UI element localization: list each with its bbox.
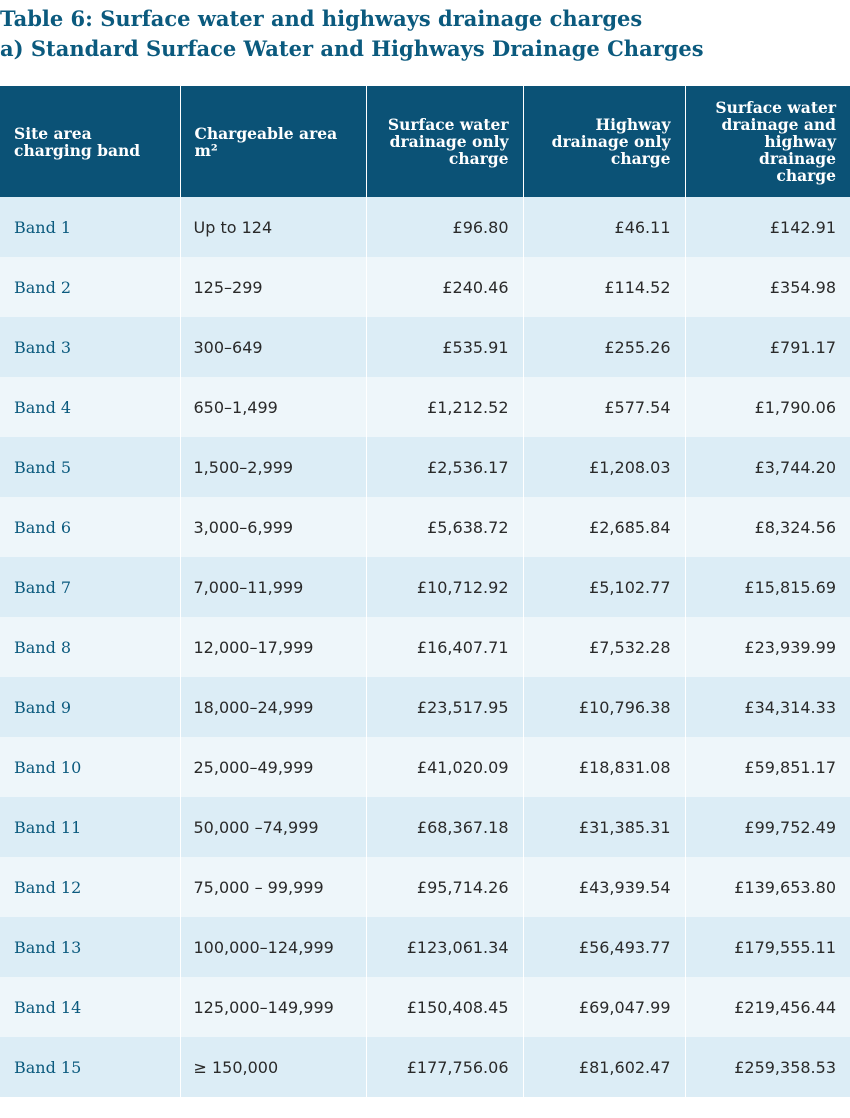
table-row — [0, 917, 850, 977]
header-combined — [685, 86, 850, 197]
area-cell: 3,000–6,999 — [180, 497, 366, 557]
highway-charge-cell: £43,939.54 — [523, 857, 685, 917]
combined-charge-cell: £219,456.44 — [685, 977, 850, 1037]
highway-charge-cell: £2,685.84 — [523, 497, 685, 557]
area-cell: 1,500–2,999 — [180, 437, 366, 497]
combined-charge-cell: £142.91 — [685, 197, 850, 257]
charges-table-container — [0, 86, 850, 1097]
table-row — [0, 377, 850, 437]
table-row — [0, 617, 850, 677]
band-cell: Band 3 — [0, 317, 180, 377]
table-row — [0, 557, 850, 617]
table-row — [0, 797, 850, 857]
combined-charge-cell: £8,324.56 — [685, 497, 850, 557]
combined-charge-cell: £179,555.11 — [685, 917, 850, 977]
band-cell: Band 1 — [0, 197, 180, 257]
table-row — [0, 857, 850, 917]
table-row — [0, 677, 850, 737]
header-highway-label: Highway drainage only charge — [551, 115, 671, 168]
header-combined-label: Surface water drainage and highway drainage charge — [715, 98, 836, 185]
area-cell: 100,000–124,999 — [180, 917, 366, 977]
combined-charge-cell: £1,790.06 — [685, 377, 850, 437]
area-cell: 12,000–17,999 — [180, 617, 366, 677]
combined-charge-cell: £139,653.80 — [685, 857, 850, 917]
table-header — [0, 86, 850, 197]
header-highway — [523, 86, 685, 197]
highway-charge-cell: £1,208.03 — [523, 437, 685, 497]
surface-charge-cell: £5,638.72 — [366, 497, 523, 557]
combined-charge-cell: £59,851.17 — [685, 737, 850, 797]
surface-charge-cell: £150,408.45 — [366, 977, 523, 1037]
surface-charge-cell: £96.80 — [366, 197, 523, 257]
area-cell: 25,000–49,999 — [180, 737, 366, 797]
surface-charge-cell: £535.91 — [366, 317, 523, 377]
combined-charge-cell: £354.98 — [685, 257, 850, 317]
band-cell: Band 13 — [0, 917, 180, 977]
header-surface — [366, 86, 523, 197]
band-cell: Band 5 — [0, 437, 180, 497]
highway-charge-cell: £81,602.47 — [523, 1037, 685, 1097]
band-cell: Band 9 — [0, 677, 180, 737]
band-cell: Band 15 — [0, 1037, 180, 1097]
table-row — [0, 497, 850, 557]
band-cell: Band 14 — [0, 977, 180, 1037]
surface-charge-cell: £10,712.92 — [366, 557, 523, 617]
surface-charge-cell: £41,020.09 — [366, 737, 523, 797]
combined-charge-cell: £3,744.20 — [685, 437, 850, 497]
header-surface-label: Surface water drainage only charge — [387, 115, 509, 168]
header-band — [0, 86, 180, 197]
surface-charge-cell: £2,536.17 — [366, 437, 523, 497]
header-area-label: Chargeable area — [194, 123, 338, 143]
area-cell: 125,000–149,999 — [180, 977, 366, 1037]
combined-charge-cell: £99,752.49 — [685, 797, 850, 857]
band-cell: Band 11 — [0, 797, 180, 857]
highway-charge-cell: £5,102.77 — [523, 557, 685, 617]
surface-charge-cell: £16,407.71 — [366, 617, 523, 677]
highway-charge-cell: £56,493.77 — [523, 917, 685, 977]
area-cell: 125–299 — [180, 257, 366, 317]
band-cell: Band 2 — [0, 257, 180, 317]
surface-charge-cell: £177,756.06 — [366, 1037, 523, 1097]
band-cell: Band 6 — [0, 497, 180, 557]
surface-charge-cell: £95,714.26 — [366, 857, 523, 917]
highway-charge-cell: £10,796.38 — [523, 677, 685, 737]
combined-charge-cell: £15,815.69 — [685, 557, 850, 617]
table-row — [0, 737, 850, 797]
area-cell: 18,000–24,999 — [180, 677, 366, 737]
table-row — [0, 437, 850, 497]
surface-charge-cell: £123,061.34 — [366, 917, 523, 977]
header-band-label: Site area charging band — [14, 123, 141, 160]
surface-charge-cell: £240.46 — [366, 257, 523, 317]
highway-charge-cell: £18,831.08 — [523, 737, 685, 797]
highway-charge-cell: £31,385.31 — [523, 797, 685, 857]
band-cell: Band 4 — [0, 377, 180, 437]
highway-charge-cell: £69,047.99 — [523, 977, 685, 1037]
table-row — [0, 977, 850, 1037]
highway-charge-cell: £114.52 — [523, 257, 685, 317]
highway-charge-cell: £46.11 — [523, 197, 685, 257]
area-cell: 75,000 – 99,999 — [180, 857, 366, 917]
area-cell: 7,000–11,999 — [180, 557, 366, 617]
area-cell: Up to 124 — [180, 197, 366, 257]
surface-charge-cell: £68,367.18 — [366, 797, 523, 857]
title-block — [0, 4, 850, 64]
area-cell: 50,000 –74,999 — [180, 797, 366, 857]
table-subtitle: a) Standard Surface Water and Highways Drainage Charges — [0, 36, 704, 61]
header-row — [0, 86, 850, 197]
table-title: Table 6: Surface water and highways drainage charges — [0, 6, 643, 31]
table-body — [0, 197, 850, 1097]
header-area — [180, 86, 366, 197]
header-area-unit: m² — [194, 140, 218, 160]
area-cell: 650–1,499 — [180, 377, 366, 437]
area-cell: 300–649 — [180, 317, 366, 377]
table-row — [0, 317, 850, 377]
band-cell: Band 8 — [0, 617, 180, 677]
surface-charge-cell: £1,212.52 — [366, 377, 523, 437]
table-row — [0, 1037, 850, 1097]
table-row — [0, 197, 850, 257]
combined-charge-cell: £259,358.53 — [685, 1037, 850, 1097]
area-cell: ≥ 150,000 — [180, 1037, 366, 1097]
drainage-charges-table — [0, 86, 850, 1097]
surface-charge-cell: £23,517.95 — [366, 677, 523, 737]
band-cell: Band 10 — [0, 737, 180, 797]
table-row — [0, 257, 850, 317]
highway-charge-cell: £7,532.28 — [523, 617, 685, 677]
combined-charge-cell: £791.17 — [685, 317, 850, 377]
band-cell: Band 12 — [0, 857, 180, 917]
band-cell: Band 7 — [0, 557, 180, 617]
highway-charge-cell: £577.54 — [523, 377, 685, 437]
combined-charge-cell: £34,314.33 — [685, 677, 850, 737]
highway-charge-cell: £255.26 — [523, 317, 685, 377]
combined-charge-cell: £23,939.99 — [685, 617, 850, 677]
